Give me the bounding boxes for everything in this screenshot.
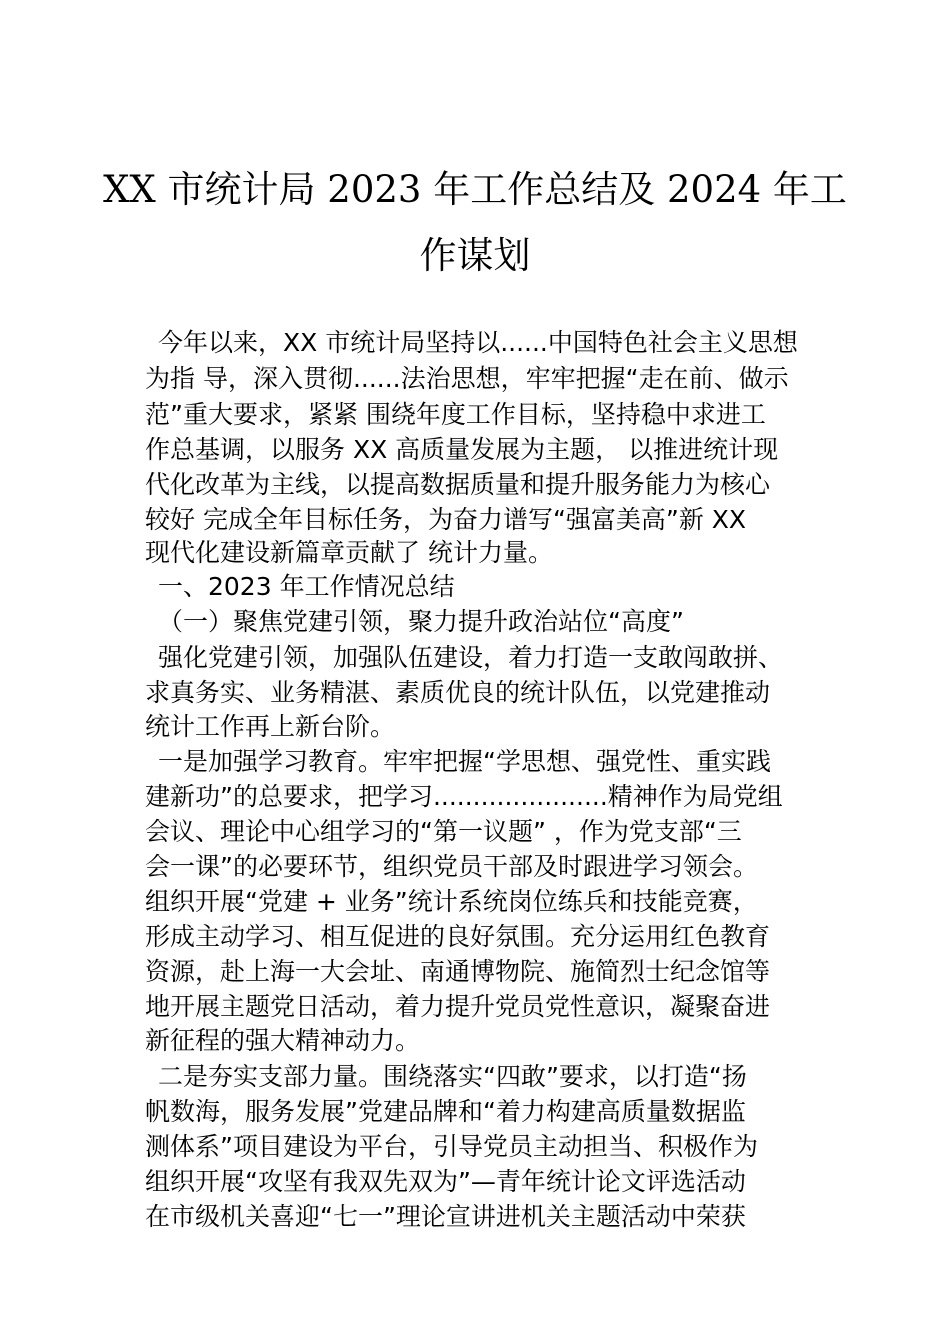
paragraph-line: 在市级机关喜迎“七一”理论宣讲进机关主题活动中荣获 — [145, 1202, 746, 1231]
paragraph-line: 会议、理论中心组学习的“第一议题” ，作为党支部“三 — [145, 817, 742, 846]
paragraph-line: 测体系”项目建设为平台，引导党员主动担当、积极作为 — [145, 1132, 758, 1161]
paragraph-line: 求真务实、业务精湛、素质优良的统计队伍，以党建推动 — [145, 678, 771, 707]
document-title-line-1: XX 市统计局 2023 年工作总结及 2024 年工 — [103, 168, 847, 211]
paragraph-line: 今年以来，XX 市统计局坚持以......中国特色社会主义思想 — [158, 328, 798, 357]
paragraph-line: 帆数海，服务发展”党建品牌和“着力构建高质量数据监 — [145, 1097, 746, 1126]
paragraph-line: 地开展主题党日活动，着力提升党员党性意识，凝聚奋进 — [145, 992, 771, 1021]
subsection-heading: （一）聚焦党建引领，聚力提升政治站位“高度” — [158, 607, 684, 636]
paragraph-line: 组织开展“攻坚有我双先双为”—青年统计论文评选活动 — [145, 1167, 746, 1196]
paragraph-line: 新征程的强大精神动力。 — [145, 1026, 421, 1055]
paragraph-line: 强化党建引领，加强队伍建设，着力打造一支敢闯敢拼、 — [158, 643, 784, 672]
paragraph-line: 代化改革为主线，以提高数据质量和提升服务能力为核心 — [145, 470, 771, 499]
paragraph-line: 资源，赴上海一大会址、南通博物院、施简烈士纪念馆等 — [145, 957, 771, 986]
paragraph-line: 形成主动学习、相互促进的良好氛围。充分运用红色教育 — [145, 922, 771, 951]
paragraph-line: 组织开展“党建 + 业务”统计系统岗位练兵和技能竞赛， — [145, 887, 758, 916]
document-title-line-2: 作谋划 — [419, 234, 531, 277]
paragraph-line: 作总基调，以服务 XX 高质量发展为主题， 以推进统计现 — [145, 435, 779, 464]
paragraph-line: 统计工作再上新台阶。 — [145, 712, 396, 741]
paragraph-line: 范”重大要求，紧紧 围绕年度工作目标，坚持稳中求进工 — [145, 400, 766, 429]
paragraph-line: 为指 导，深入贯彻......法治思想，牢牢把握“走在前、做示 — [145, 364, 789, 393]
paragraph-line: 较好 完成全年目标任务，为奋力谱写“强富美高”新 XX — [145, 505, 747, 534]
paragraph-line: 建新功”的总要求，把学习......................精神作为局党组 — [145, 782, 783, 811]
paragraph-line: 现代化建设新篇章贡献了 统计力量。 — [145, 538, 553, 567]
paragraph-line: 二是夯实支部力量。围绕落实“四敢”要求，以打造“扬 — [158, 1062, 747, 1091]
section-heading: 一、2023 年工作情况总结 — [158, 572, 455, 601]
paragraph-line: 会一课”的必要环节，组织党员干部及时跟进学习领会。 — [145, 852, 758, 881]
paragraph-line: 一是加强学习教育。牢牢把握“学思想、强党性、重实践 — [158, 747, 771, 776]
